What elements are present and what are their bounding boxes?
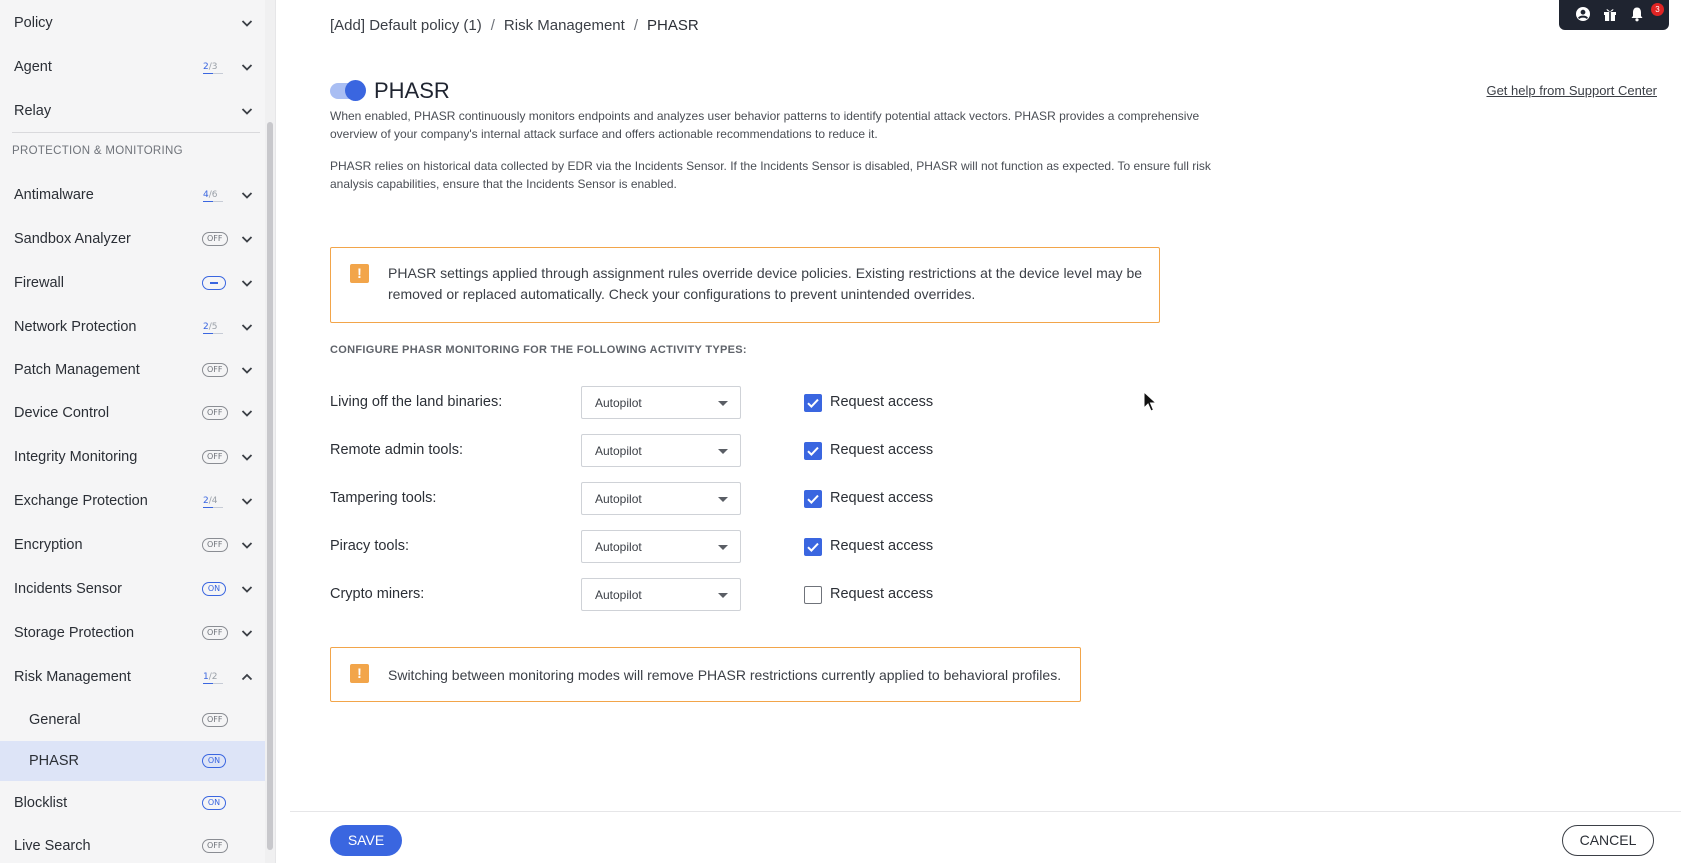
monitoring-mode-select[interactable] (581, 578, 741, 611)
chevron-down-icon[interactable] (240, 16, 254, 30)
chevron-down-icon[interactable] (240, 104, 254, 118)
sidebar-item-label: Incidents Sensor (14, 581, 123, 597)
sidebar-item-blocklist[interactable] (0, 783, 266, 823)
monitoring-mode-select[interactable] (581, 434, 741, 467)
activity-row-remote-admin-tools (330, 434, 1030, 468)
status-badge: OFF (202, 839, 228, 853)
status-badge: OFF (202, 450, 228, 464)
activity-row-tampering-tools (330, 482, 1030, 516)
sidebar-item-label: Patch Management (14, 362, 140, 378)
breadcrumb-separator: / (490, 17, 495, 34)
request-access-checkbox[interactable] (804, 538, 822, 556)
caret-down-icon (718, 449, 728, 454)
chevron-down-icon[interactable] (240, 626, 254, 640)
activity-label: Crypto miners: (330, 586, 425, 602)
monitoring-mode-value: Autopilot (595, 540, 642, 554)
monitoring-mode-value: Autopilot (595, 492, 642, 506)
page-title: PHASR (374, 78, 450, 103)
status-badge: ON (202, 796, 226, 810)
sidebar-scrollbar[interactable] (265, 0, 275, 863)
status-badge: OFF (202, 406, 228, 420)
mouse-cursor-icon (1143, 391, 1159, 413)
request-access-checkbox[interactable] (804, 490, 822, 508)
chevron-down-icon[interactable] (240, 450, 254, 464)
chevron-down-icon[interactable] (240, 538, 254, 552)
sidebar-item-label: Encryption (14, 537, 83, 553)
sidebar (0, 0, 276, 863)
status-badge: ON (202, 582, 226, 596)
sidebar-item-label: Integrity Monitoring (14, 449, 138, 465)
monitoring-mode-select[interactable] (581, 482, 741, 515)
sidebar-item-relay[interactable] (0, 91, 266, 131)
sidebar-item-storage-protection[interactable] (0, 613, 266, 653)
chevron-down-icon[interactable] (240, 60, 254, 74)
activity-row-crypto-miners (330, 578, 1030, 612)
request-access-label[interactable]: Request access (830, 442, 934, 458)
sidebar-item-antimalware[interactable] (0, 175, 266, 215)
warning-icon: ! (350, 664, 369, 683)
chevron-up-icon[interactable] (240, 670, 254, 684)
main-content (290, 0, 1681, 863)
sidebar-item-phasr[interactable] (0, 741, 266, 781)
footer-bar (290, 811, 1681, 863)
chevron-down-icon[interactable] (240, 582, 254, 596)
caret-down-icon (718, 593, 728, 598)
monitoring-mode-select[interactable] (581, 386, 741, 419)
status-badge: OFF (202, 626, 228, 640)
breadcrumb-risk-management-link[interactable]: Risk Management (503, 17, 625, 34)
top-toolbar (1559, 0, 1669, 30)
request-access-label[interactable]: Request access (830, 394, 934, 410)
sidebar-item-label: Relay (14, 103, 52, 119)
sidebar-item-live-search[interactable] (0, 826, 266, 863)
breadcrumb-separator: / (633, 17, 638, 34)
chevron-down-icon[interactable] (240, 363, 254, 377)
status-badge: OFF (202, 713, 228, 727)
sidebar-item-label: Live Search (14, 838, 91, 854)
sidebar-divider (12, 132, 260, 133)
sidebar-item-patch-management[interactable] (0, 350, 266, 390)
sidebar-item-network-protection[interactable] (0, 307, 266, 347)
caret-down-icon (718, 497, 728, 502)
sidebar-item-label: Antimalware (14, 187, 94, 203)
chevron-down-icon[interactable] (240, 188, 254, 202)
request-access-checkbox[interactable] (804, 442, 822, 460)
sidebar-item-label: Sandbox Analyzer (14, 231, 131, 247)
support-center-link[interactable]: Get help from Support Center (1486, 83, 1657, 98)
request-access-label[interactable]: Request access (830, 538, 934, 554)
cancel-button[interactable]: CANCEL (1562, 825, 1654, 856)
sidebar-item-general[interactable] (0, 700, 266, 740)
mode-switch-warning-box (330, 647, 1081, 702)
monitoring-mode-value: Autopilot (595, 588, 642, 602)
caret-down-icon (718, 545, 728, 550)
activity-row-piracy-tools (330, 530, 1030, 564)
sidebar-item-label: Policy (14, 15, 53, 31)
description-paragraph-2: PHASR relies on historical data collected by EDR via the Incidents Sensor. If the Incidents Sensor is disabled, PHASR will not function as expected. To ensure full risk analysis capabilities, ensure that the Incidents Sensor is enabled. (330, 159, 1211, 191)
sidebar-item-label: Exchange Protection (14, 493, 148, 509)
caret-down-icon (718, 401, 728, 406)
monitoring-mode-select[interactable] (581, 530, 741, 563)
sidebar-item-policy[interactable] (0, 3, 266, 43)
sidebar-item-label: PHASR (29, 753, 79, 769)
status-badge: 2/3 (203, 62, 218, 72)
activity-label: Tampering tools: (330, 490, 437, 506)
phasr-enable-toggle[interactable] (330, 83, 364, 99)
request-access-checkbox[interactable] (804, 394, 822, 412)
chevron-down-icon[interactable] (240, 406, 254, 420)
override-warning-box (330, 247, 1160, 323)
sidebar-item-agent[interactable] (0, 47, 266, 87)
mode-switch-warning-text: Switching between monitoring modes will remove PHASR restrictions currently applied to behavioral profiles. (388, 667, 1062, 683)
sidebar-item-label: General (29, 712, 81, 728)
status-badge: 1/2 (203, 672, 218, 682)
sidebar-item-exchange-protection[interactable] (0, 481, 266, 521)
activity-row-living-off-the-land-binaries (330, 386, 1030, 420)
sidebar-item-device-control[interactable] (0, 393, 266, 433)
activity-label: Piracy tools: (330, 538, 409, 554)
status-badge: ON (202, 754, 226, 768)
breadcrumb-current: PHASR (646, 17, 699, 34)
request-access-label[interactable]: Request access (830, 490, 934, 506)
monitoring-mode-value: Autopilot (595, 444, 642, 458)
sidebar-item-label: Agent (14, 59, 52, 75)
breadcrumb-policy-link[interactable]: [Add] Default policy (1) (330, 17, 482, 34)
sidebar-item-label: Network Protection (14, 319, 137, 335)
description-paragraph-1: When enabled, PHASR continuously monitors endpoints and analyzes user behavior patterns to identify potential attack vectors. PHASR provides a comprehensive overview of your company's internal attack surface and offers actionable recommendations to reduce it. (330, 109, 1200, 141)
activity-section-heading: CONFIGURE PHASR MONITORING FOR THE FOLLOWING ACTIVITY TYPES: (330, 344, 747, 356)
chevron-down-icon[interactable] (240, 276, 254, 290)
save-button[interactable]: SAVE (330, 825, 402, 856)
user-icon[interactable] (1575, 6, 1591, 22)
activity-label: Remote admin tools: (330, 442, 463, 458)
chevron-down-icon[interactable] (240, 320, 254, 334)
chevron-down-icon[interactable] (240, 494, 254, 508)
request-access-label[interactable]: Request access (830, 586, 934, 602)
sidebar-scrollbar-thumb[interactable] (267, 122, 273, 850)
activity-label: Living off the land binaries: (330, 394, 503, 410)
sidebar-item-encryption[interactable] (0, 525, 266, 565)
override-warning-text: PHASR settings applied through assignment rules override device policies. Existing restrictions at the device level may be removed or replaced automatically. Check your configurations to prevent unintended overrides. (388, 265, 1143, 302)
notification-count-badge: 3 (1651, 3, 1664, 16)
status-badge: OFF (202, 232, 228, 246)
status-badge: 2/5 (203, 322, 218, 332)
warning-icon: ! (350, 264, 369, 283)
request-access-checkbox[interactable] (804, 586, 822, 604)
status-badge: 2/4 (203, 496, 218, 506)
sidebar-item-risk-management[interactable] (0, 657, 266, 697)
sidebar-item-integrity-monitoring[interactable] (0, 437, 266, 477)
sidebar-item-label: Risk Management (14, 669, 131, 685)
sidebar-item-label: Firewall (14, 275, 64, 291)
sidebar-item-incidents-sensor[interactable] (0, 569, 266, 609)
partial-status-icon (202, 276, 226, 290)
status-badge: OFF (202, 363, 228, 377)
sidebar-section-title: PROTECTION & MONITORING (12, 145, 183, 157)
chevron-down-icon[interactable] (240, 232, 254, 246)
sidebar-item-firewall[interactable] (0, 263, 266, 303)
sidebar-item-sandbox-analyzer[interactable] (0, 219, 266, 259)
bell-icon[interactable] (1629, 6, 1645, 22)
breadcrumb (330, 17, 699, 34)
sidebar-item-label: Storage Protection (14, 625, 135, 641)
sidebar-item-label: Blocklist (14, 795, 68, 811)
title-row (330, 76, 450, 106)
status-badge: OFF (202, 538, 228, 552)
status-badge: 4/6 (203, 190, 218, 200)
monitoring-mode-value: Autopilot (595, 396, 642, 410)
sidebar-item-label: Device Control (14, 405, 110, 421)
gift-icon[interactable] (1602, 6, 1618, 22)
